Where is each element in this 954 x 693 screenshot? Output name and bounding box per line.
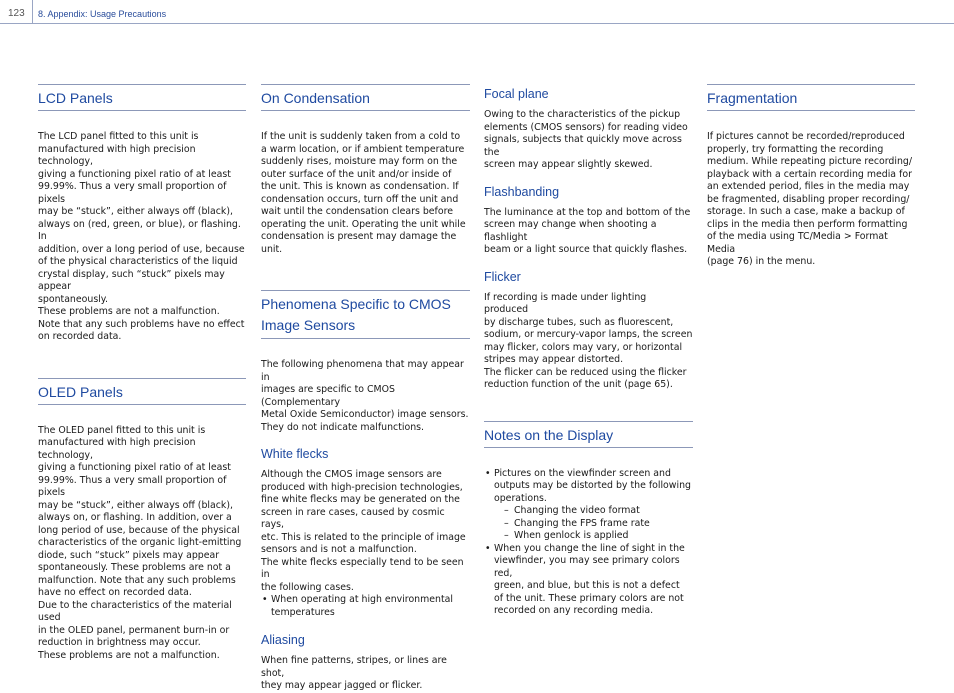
text-line: Metal Oxide Semiconductor) image sensors. xyxy=(261,409,469,420)
text-line: These problems are not a malfunction. xyxy=(38,306,220,317)
text-line: 99.99%. Thus a very small proportion of pixels xyxy=(38,474,227,498)
text-line: The LCD panel fitted to this unit is xyxy=(38,131,199,142)
lcd-panels-text xyxy=(38,131,246,344)
text-line: have no effect on recorded data. xyxy=(38,587,192,598)
text-line: clips in the media then perform formatting xyxy=(707,218,908,230)
text-line: The white flecks especially tend to be seen in xyxy=(261,556,464,580)
text-line: screen may change when shooting a flashlight xyxy=(484,219,657,243)
text-line: spontaneously. xyxy=(38,293,108,305)
text-line: long period of use, because of the physical xyxy=(38,524,240,536)
display-sub-list xyxy=(494,505,693,543)
text-line: The OLED panel fitted to this unit is xyxy=(38,424,206,436)
text-line: etc. This is related to the principle of image xyxy=(261,531,466,543)
text-line: sodium, or mercury-vapor lamps, the screen xyxy=(484,329,693,340)
text-line: viewfinder, you may see primary colors red, xyxy=(494,555,680,579)
breadcrumb[interactable]: 8. Appendix: Usage Precautions xyxy=(38,9,167,19)
focal-plane-text xyxy=(484,109,693,172)
text-line: may be “stuck”, either always off (black), xyxy=(38,499,233,511)
list-item xyxy=(484,543,693,618)
text-line: screen in rare cases, caused by cosmic rays, xyxy=(261,506,445,530)
text-line: an extended period, files in the media may xyxy=(707,181,910,192)
cmos-heading-line-1: Phenomena Specific to CMOS xyxy=(261,296,451,312)
text-line: may be “stuck”, either always off (black), xyxy=(38,206,233,217)
text-line: sensors and is not a malfunction. xyxy=(261,544,417,555)
text-line: If pictures cannot be recorded/reproduced xyxy=(707,131,905,142)
text-line: operating the unit. Operating the unit while xyxy=(261,218,466,230)
text-line: reduction function of the unit (page 65). xyxy=(484,379,673,390)
flicker-heading: Flicker xyxy=(484,269,521,284)
text-line: condensation occurs, turn off the unit and xyxy=(261,193,459,205)
text-line: of the unit. These primary colors are not xyxy=(494,592,684,604)
text-line: characteristics of the organic light-emitting xyxy=(38,537,242,548)
column-3 xyxy=(484,86,693,618)
text-line: diode, such “stuck” pixels may appear xyxy=(38,549,220,561)
text-line: manufactured with high precision technology, xyxy=(38,143,196,167)
list-item: – When genlock is applied xyxy=(504,530,693,543)
text-line: • When you change the line of sight in the xyxy=(494,542,685,554)
text-line: fine white flecks may be generated on the xyxy=(261,494,460,505)
text-line: wait until the condensation clears before xyxy=(261,206,454,217)
white-flecks-list xyxy=(261,594,470,619)
list-item xyxy=(484,468,693,543)
text-line: operations. xyxy=(494,492,547,504)
text-line: by discharge tubes, such as fluorescent, xyxy=(484,316,674,328)
text-line: The following phenomena that may appear in xyxy=(261,359,464,383)
text-line: properly, try formatting the recording xyxy=(707,143,884,155)
fragmentation-heading: Fragmentation xyxy=(707,84,915,111)
text-line: may flicker, colors may vary, or horizontal xyxy=(484,341,683,353)
text-line: they may appear jagged or flicker. xyxy=(261,680,423,691)
text-line: Although the CMOS image sensors are xyxy=(261,469,442,480)
text-line: medium. While repeating picture recording/ xyxy=(707,156,913,167)
oled-panels-heading: OLED Panels xyxy=(38,378,246,405)
text-line: Owing to the characteristics of the pickup xyxy=(484,109,681,120)
text-line: crystal display, such “stuck” pixels may appear xyxy=(38,268,225,292)
page-number: 123 xyxy=(8,8,25,19)
list-item: – Changing the video format xyxy=(504,505,693,518)
text-line: outputs may be distorted by the following xyxy=(494,480,691,491)
text-line: Due to the characteristics of the material used xyxy=(38,599,232,623)
text-line: elements (CMOS sensors) for reading video xyxy=(484,121,688,133)
text-line: outer surface of the unit and/or inside of xyxy=(261,168,452,180)
text-line: giving a functioning pixel ratio of at least xyxy=(38,168,231,180)
text-line: manufactured with high precision technology, xyxy=(38,437,196,461)
column-2 xyxy=(261,84,470,693)
text-line: The luminance at the top and bottom of the xyxy=(484,206,691,218)
text-line: The flicker can be reduced using the flicker xyxy=(484,366,687,378)
text-line: Note that any such problems have no effect xyxy=(38,318,245,330)
text-line: in the OLED panel, permanent burn-in or xyxy=(38,624,230,636)
cmos-intro-text xyxy=(261,359,470,434)
text-line: green, and blue, but this is not a defect xyxy=(494,580,680,591)
text-line: They do not indicate malfunctions. xyxy=(261,421,425,433)
condensation-heading: On Condensation xyxy=(261,84,470,111)
white-flecks-heading: White flecks xyxy=(261,447,329,461)
text-line: • Pictures on the viewfinder screen and xyxy=(494,467,671,479)
text-line: If the unit is suddenly taken from a cold to xyxy=(261,131,461,142)
text-line: always on, or flashing. In addition, over a xyxy=(38,512,232,523)
text-line: addition, over a long period of use, because xyxy=(38,243,245,255)
flashbanding-text xyxy=(484,207,693,257)
header-rule xyxy=(0,23,954,24)
text-line: always on (red, green, or blue), or flashing. In xyxy=(38,218,241,242)
display-notes-list xyxy=(484,468,693,618)
text-line: (page 76) in the menu. xyxy=(707,256,816,267)
text-line: condensation is present may damage the unit. xyxy=(261,231,457,255)
lcd-panels-heading: LCD Panels xyxy=(38,84,246,111)
text-line: be fragmented, disabling proper recording/ xyxy=(707,193,910,205)
condensation-text xyxy=(261,131,470,256)
text-line: malfunction. Note that any such problems xyxy=(38,574,236,586)
text-line: spontaneously. These problems are not a xyxy=(38,562,231,573)
cmos-heading xyxy=(261,290,470,339)
text-line: suddenly rises, moisture may form on the xyxy=(261,156,458,167)
oled-panels-text xyxy=(38,425,246,663)
aliasing-text xyxy=(261,655,470,693)
text-line: recorded on any recording media. xyxy=(494,605,654,616)
text-line: the following cases. xyxy=(261,581,354,593)
text-line: If recording is made under lighting produced xyxy=(484,291,647,315)
focal-plane-heading: Focal plane xyxy=(484,87,549,101)
text-line: giving a functioning pixel ratio of at least xyxy=(38,462,231,473)
white-flecks-text xyxy=(261,469,470,594)
text-line: produced with high-precision technologies, xyxy=(261,481,463,493)
text-line: stripes may appear distorted. xyxy=(484,354,624,365)
flicker-text xyxy=(484,292,693,392)
list-item: – Changing the FPS frame rate xyxy=(504,518,693,531)
text-line: screen may appear slightly skewed. xyxy=(484,159,653,170)
text-line: 99.99%. Thus a very small proportion of pixels xyxy=(38,181,227,205)
text-line: of the physical characteristics of the liquid xyxy=(38,256,238,267)
text-line: the unit. This is known as condensation. If xyxy=(261,181,459,192)
page-header xyxy=(0,0,954,24)
aliasing-heading: Aliasing xyxy=(261,633,305,647)
text-line: of the media using TC/Media > Format Media xyxy=(707,231,888,255)
text-line: on recorded data. xyxy=(38,331,122,342)
list-item: • When operating at high environmental temperatures xyxy=(261,594,470,619)
text-line: beam or a light source that quickly flashes. xyxy=(484,244,688,255)
text-line: These problems are not a malfunction. xyxy=(38,649,220,661)
fragmentation-text xyxy=(707,131,915,269)
text-line: signals, subjects that quickly move across the xyxy=(484,134,682,158)
cmos-heading-line-2: Image Sensors xyxy=(261,317,356,333)
text-line: playback with a certain recording media for xyxy=(707,168,912,180)
text-line: storage. In such a case, make a backup of xyxy=(707,206,905,217)
text-line: When fine patterns, stripes, or lines are shot, xyxy=(261,655,447,679)
display-notes-heading: Notes on the Display xyxy=(484,421,693,448)
column-4 xyxy=(707,84,915,269)
text-line: reduction in brightness may occur. xyxy=(38,637,201,648)
column-1 xyxy=(38,84,246,662)
text-line: a warm location, or if ambient temperature xyxy=(261,143,465,155)
header-divider xyxy=(32,0,33,24)
flashbanding-heading: Flashbanding xyxy=(484,184,560,199)
text-line: images are specific to CMOS (Complementary xyxy=(261,384,395,408)
